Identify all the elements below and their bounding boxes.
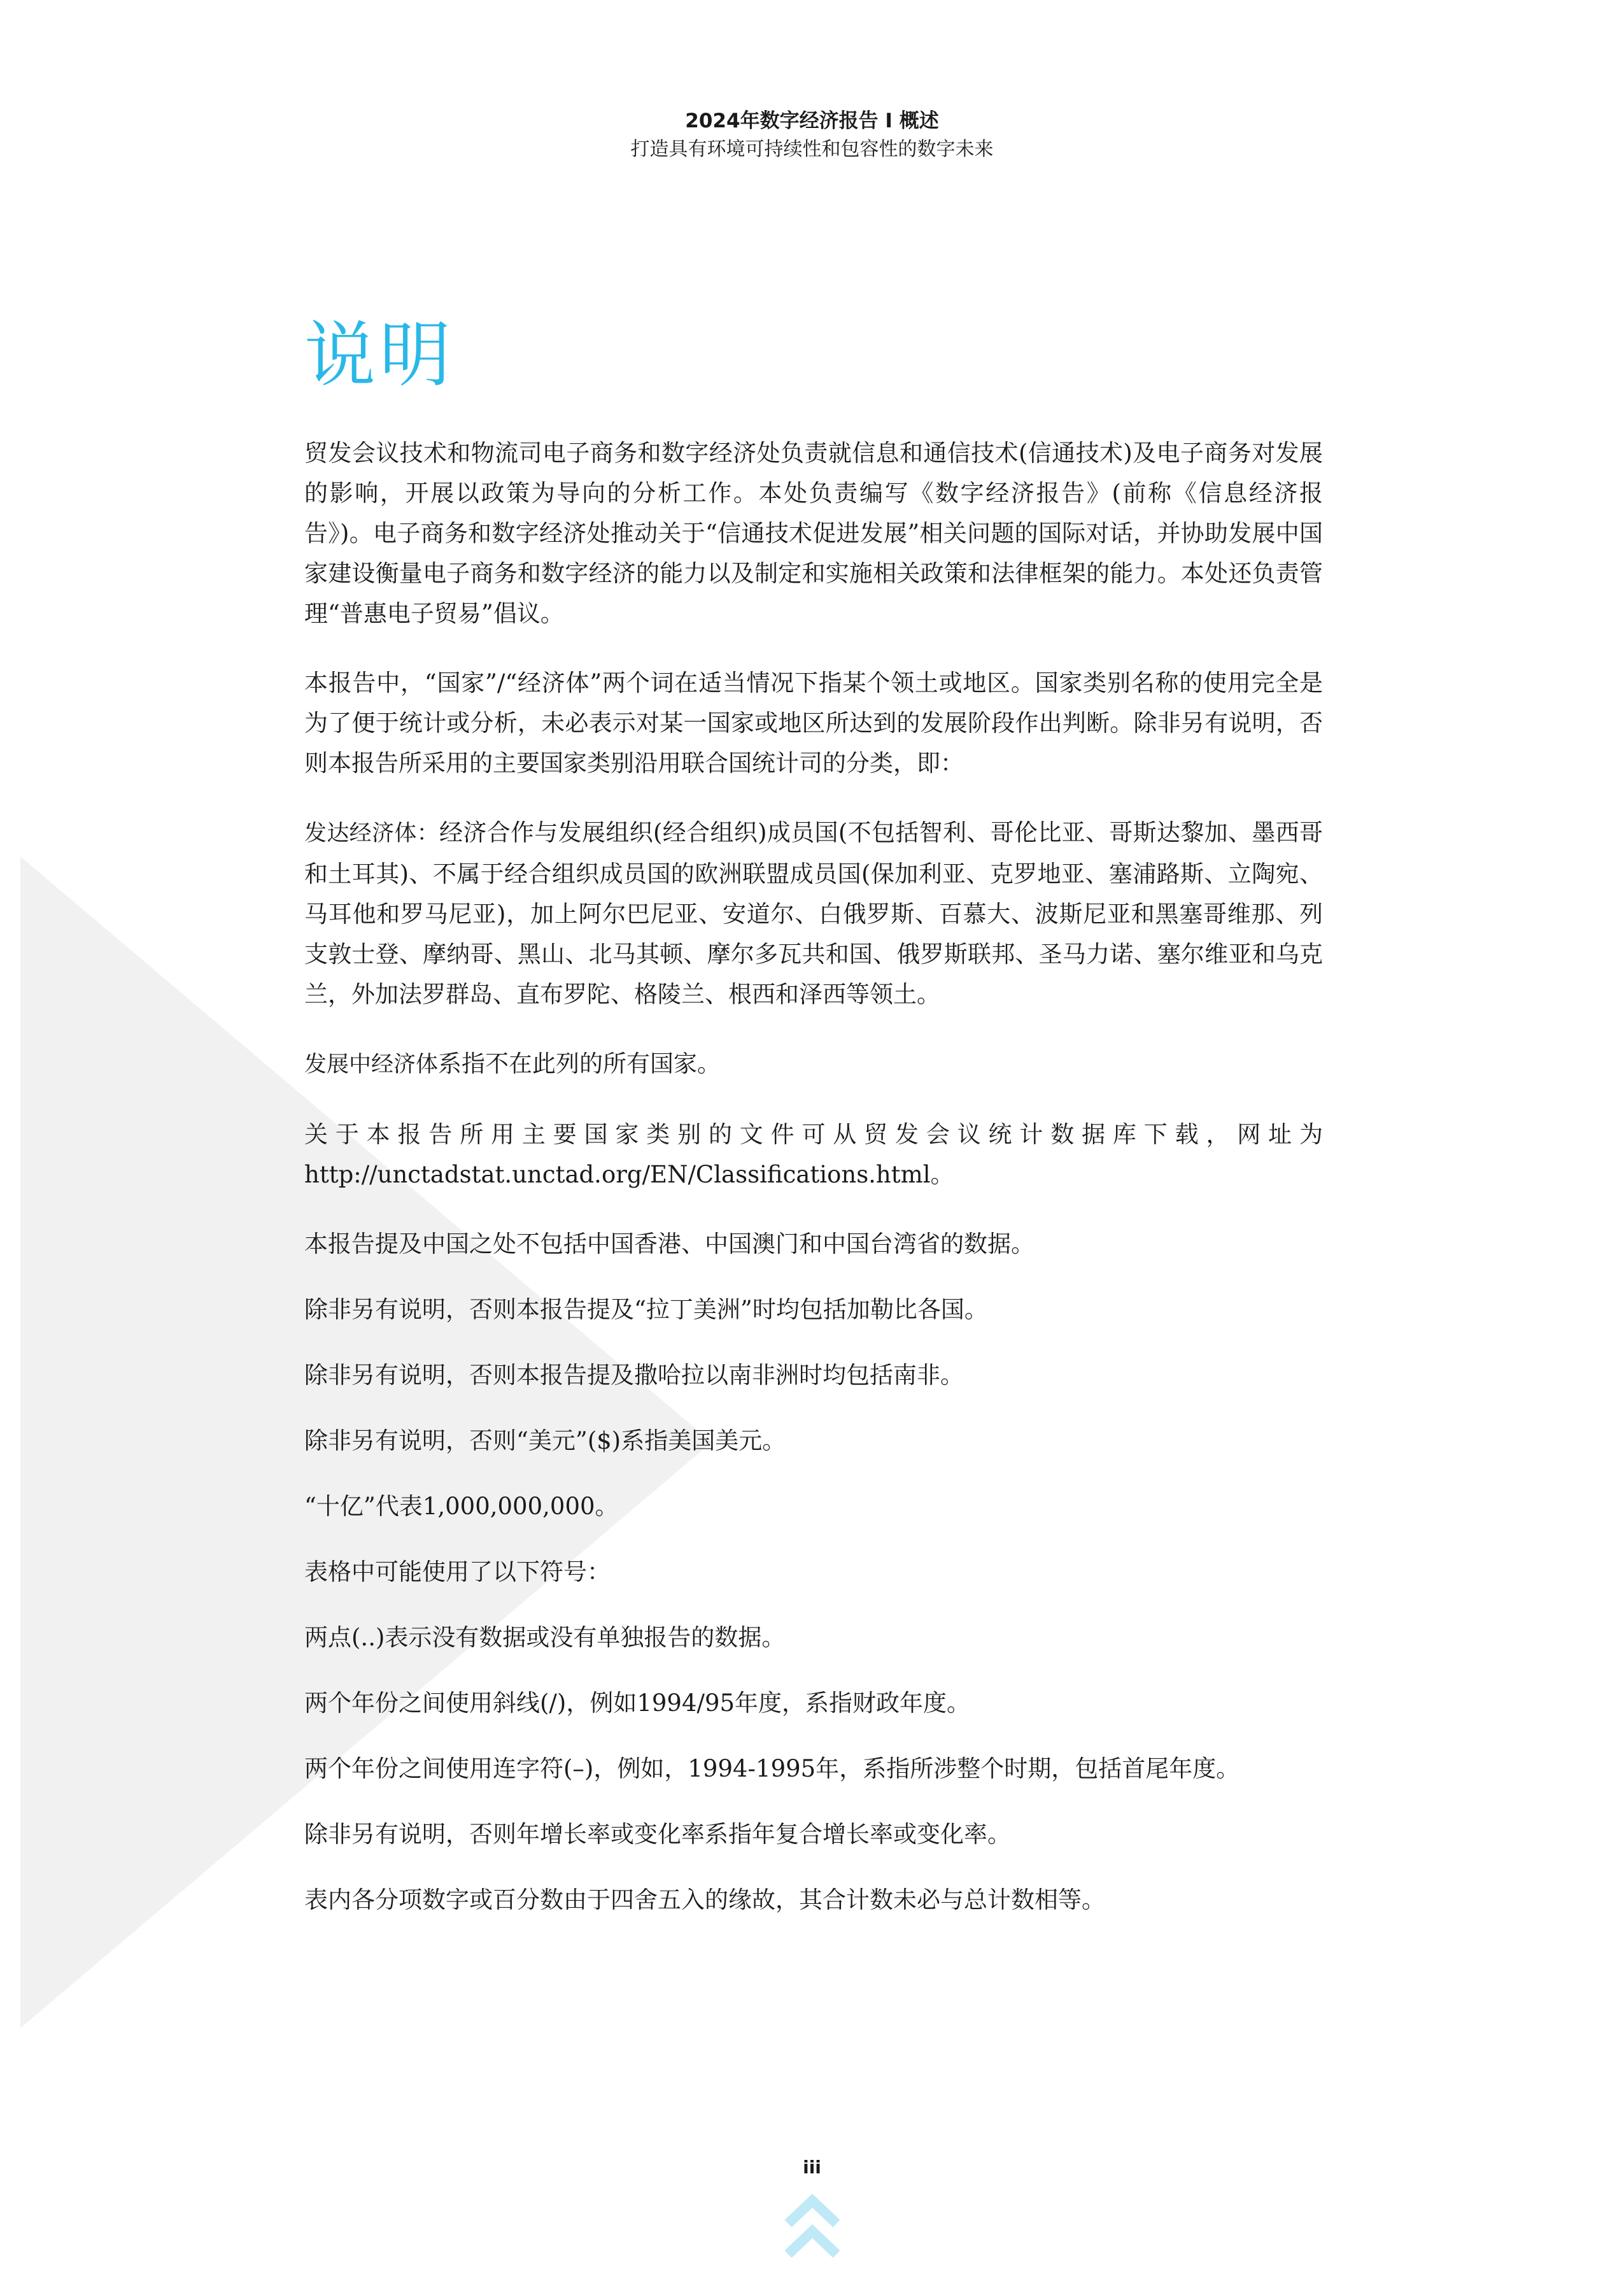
developing-economies-definition: 系指不在此列的所有国家。 xyxy=(438,1050,721,1077)
developed-economies-definition: 经济合作与发展组织(经合组织)成员国(不包括智利、哥伦比亚、哥斯达黎加、墨西哥和土耳其)、不属于经合组织成员国的欧洲联盟成员国(保加利亚、克罗地亚、塞浦路斯、立陶宛、马耳他和罗马尼亚)，加上阿尔巴尼亚、安道尔、白俄罗斯、百慕大、波斯尼亚和黑塞哥维那、列支敦士登、摩纳哥、黑山、北马其顿、摩尔多瓦共和国、俄罗斯联邦、圣马力诺、塞尔维亚和乌克兰，外加法罗群岛、直布罗陀、格陵兰、根西和泽西等领土。 xyxy=(304,819,1323,1008)
paragraph-rounding-note: 表内各分项数字或百分数由于四舍五入的缘故，其合计数未必与总计数相等。 xyxy=(304,1886,1105,1913)
paragraph-classification-download: 关于本报告所用主要国家类别的文件可从贸发会议统计数据库下载，网址为http://unctadstat.unctad.org/EN/Classifications.html。 xyxy=(304,1121,1323,1188)
paragraph-slash-symbol: 两个年份之间使用斜线(/)，例如1994/95年度，系指财政年度。 xyxy=(304,1689,971,1717)
paragraph-growth-rate-note: 除非另有说明，否则年增长率或变化率系指年复合增长率或变化率。 xyxy=(304,1821,1011,1848)
paragraph-dollar-note: 除非另有说明，否则“美元”($)系指美国美元。 xyxy=(304,1427,786,1454)
paragraph-billion-note: “十亿”代表1,000,000,000。 xyxy=(304,1493,619,1520)
paragraph-china-note: 本报告提及中国之处不包括中国香港、中国澳门和中国台湾省的数据。 xyxy=(304,1230,1034,1258)
term-developing-economies: 发展中经济体 xyxy=(304,1052,439,1077)
report-title: 2024年数字经济报告 I 概述 xyxy=(685,110,939,132)
page-heading: 说明 xyxy=(304,314,455,397)
notes-body xyxy=(304,433,1323,1945)
paragraph-hyphen-symbol: 两个年份之间使用连字符(–)，例如，1994-1995年，系指所涉整个时期，包括首尾年度。 xyxy=(304,1755,1240,1782)
double-chevron-up-icon xyxy=(784,2190,840,2267)
paragraph-sub-saharan-africa-note: 除非另有说明，否则本报告提及撒哈拉以南非洲时均包括南非。 xyxy=(304,1361,964,1389)
page-header xyxy=(0,107,1624,164)
paragraph-developed-economies xyxy=(304,813,1323,1014)
report-subtitle: 打造具有环境可持续性和包容性的数字未来 xyxy=(630,138,994,160)
paragraph-latin-america-note: 除非另有说明，否则本报告提及“拉丁美洲”时均包括加勒比各国。 xyxy=(304,1296,988,1323)
paragraph-symbols-intro: 表格中可能使用了以下符号： xyxy=(304,1558,611,1586)
paragraph-developing-economies xyxy=(304,1044,1323,1085)
paragraph-two-dots-symbol: 两点(..)表示没有数据或没有单独报告的数据。 xyxy=(304,1624,786,1651)
paragraph-country-classification: 本报告中，“国家”/“经济体”两个词在适当情况下指某个领土或地区。国家类别名称的使用完全是为了便于统计或分析，未必表示对某一国家或地区所达到的发展阶段作出判断。除非另有说明，否则本报告所采用的主要国家类别沿用联合国统计司的分类，即： xyxy=(304,669,1323,777)
term-developed-economies: 发达经济体： xyxy=(304,821,440,846)
page-number: iii xyxy=(803,2157,821,2178)
paragraph-division-mandate: 贸发会议技术和物流司电子商务和数字经济处负责就信息和通信技术(信通技术)及电子商务对发展的影响，开展以政策为导向的分析工作。本处负责编写《数字经济报告》(前称《信息经济报告》)。电子商务和数字经济处推动关于“信通技术促进发展”相关问题的国际对话，并协助发展中国家建设衡量电子商务和数字经济的能力以及制定和实施相关政策和法律框架的能力。本处还负责管理“普惠电子贸易”倡议。 xyxy=(304,439,1323,627)
